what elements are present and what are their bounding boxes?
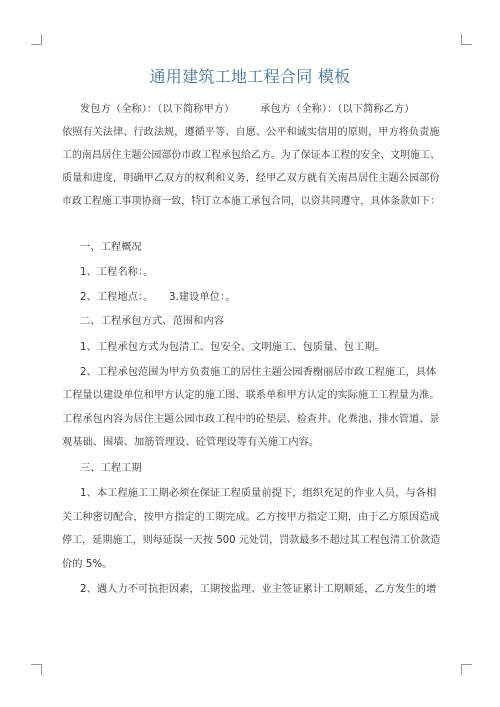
scope-line-2: 2、工程承包范围为甲方负责施工的居住主题公园香榭丽居市政工程施工，具体 [80, 367, 437, 378]
project-location-line: 2、工程地点：。 3.建设单位：。 [80, 292, 236, 303]
corner-mark-top-left [31, 34, 42, 45]
corner-mark-bottom-right [461, 664, 472, 675]
corner-mark-bottom-left [31, 664, 42, 675]
section-heading-3: 三、工程工期 [80, 463, 142, 474]
scope-line-4: 工程承包内容为居住主题公园市政工程中的砼垫层、检查井、化粪池、排水管道、景 [62, 414, 440, 425]
scope-line-5: 观基础、围墙、加筋管理设、砼管理设等有关施工内容。 [62, 437, 320, 448]
section-heading-1: 一、工程概况 [80, 242, 142, 253]
document-title: 通用建筑工地工程合同 模板 [149, 67, 351, 86]
period-line-3: 停工，延期施工，则每延误一天按 500 元处罚，罚款最多不超过其工程包清工价款造 [62, 535, 441, 546]
corner-mark-top-right [461, 34, 472, 45]
period-line-1: 1、本工程施工工期必须在保证工程质量前提下，组织充足的作业人员，与各相 [80, 488, 437, 499]
preamble-line-4: 市政工程施工事项协商一致，特订立本施工承包合同，以资共同遵守，具体条款如下： [62, 196, 441, 207]
preamble-line-3: 质量和进度，明确甲乙双方的权利和义务，经甲乙双方就有关南昌居住主题公园部份 [62, 173, 440, 184]
preamble-line-1: 依照有关法律、行政法规，遵循平等、自愿、公平和诚实信用的原则，甲方将负责施 [62, 127, 440, 138]
scope-line-3: 工程量以建设单位和甲方认定的施工图、联系单和甲方认定的实际施工工程量为准。 [62, 390, 440, 401]
scope-line-1: 1、工程承包方式为包清工、包安全、文明施工、包质量、包工期。 [80, 342, 385, 353]
period-line-4: 价的 5%。 [62, 559, 113, 570]
preamble-line-2: 工的南昌居住主题公园部份市政工程承包给乙方。为了保证本工程的安全、文明施工、 [62, 150, 441, 161]
period-line-5: 2、遇人力不可抗拒因素，工期按监理、业主签证累计工期顺延，乙方发生的增 [80, 584, 437, 595]
project-name-line: 1、工程名称：。 [80, 267, 154, 278]
section-heading-2: 二、工程承包方式、范围和内容 [80, 316, 225, 327]
parties-line: 发包方（全称）：（以下简称甲方） 承包方（全称）：（以下简称乙方） [80, 104, 415, 115]
period-line-2: 关工种密切配合，按甲方指定的工期完成。乙方按甲方指定工期，由于乙方原因造成 [62, 512, 440, 523]
